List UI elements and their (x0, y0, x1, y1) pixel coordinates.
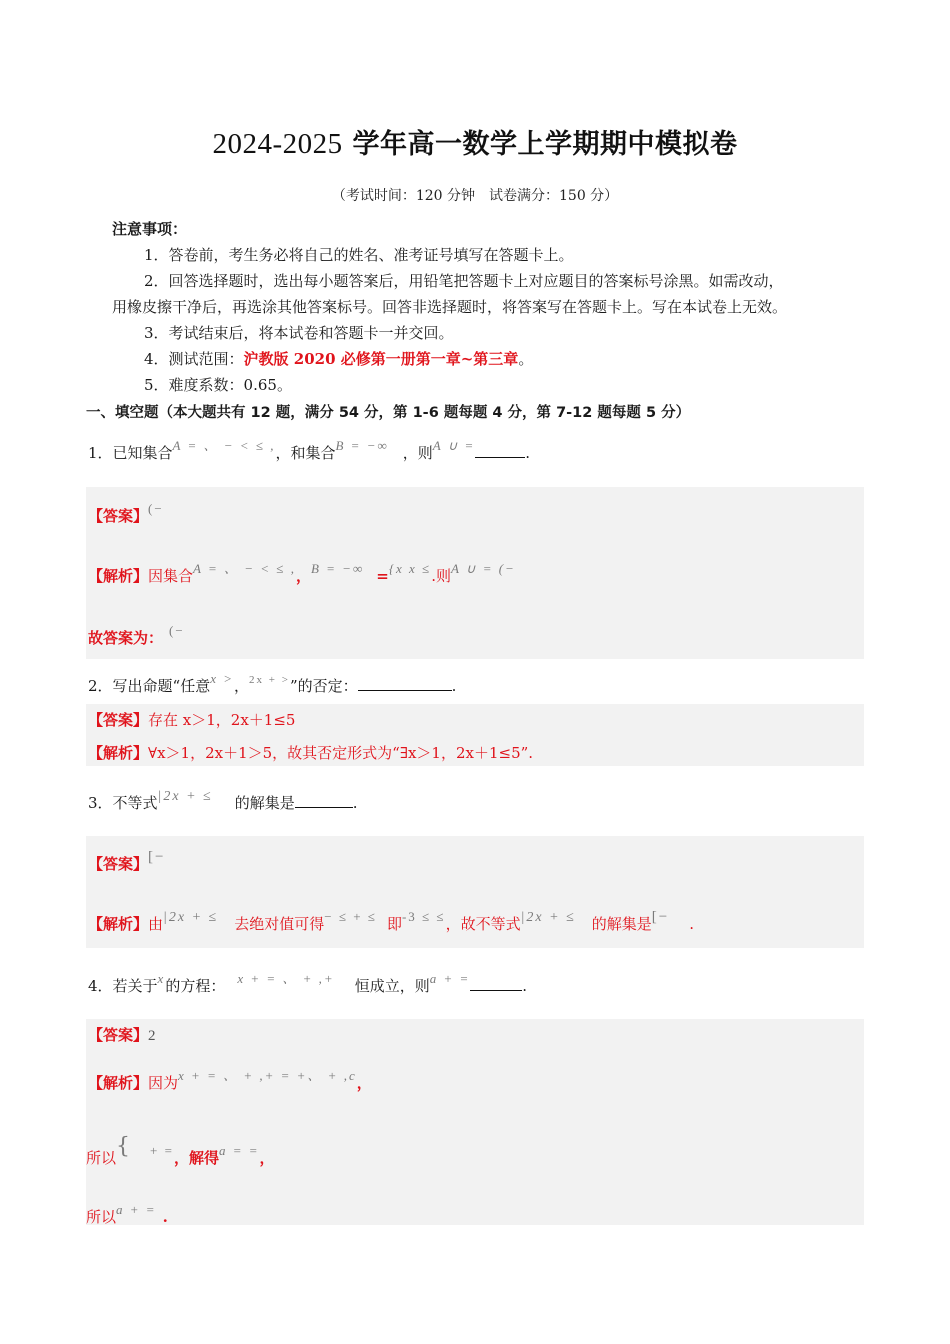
question-2: 2．写出命题“任意x >，$^{2x + >}$”的否定： . (88, 671, 457, 695)
notice-item-1: 1．答卷前，考生务必将自己的姓名、准考证号填写在答题卡上。 (144, 246, 574, 264)
notice-item-5: 5．难度系数：0.65。 (144, 376, 292, 394)
notice-item-2: 2．回答选择题时，选出每小题答案后，用铅笔把答题卡上对应题目的答案标号涂黑。如需改动， (144, 272, 784, 290)
q4-text-mid: 的方程： (165, 977, 226, 995)
notice-item-4-tail: 。 (518, 350, 534, 368)
analysis-tag: 【解析】 (88, 1074, 149, 1092)
title-year: 2024-2025 (212, 128, 343, 160)
q4-text-mid2: 恒成立，则 (354, 977, 430, 995)
q4-so2-end: . (162, 1208, 168, 1226)
q1-final (88, 623, 185, 648)
q4-so1-mid: ，解得 (173, 1149, 219, 1167)
analysis-tag: 【解析】 (88, 567, 149, 585)
answer-tag: 【答案】 (88, 711, 149, 729)
q4-so1: 所以{ + =，解得a = =， (86, 1134, 275, 1167)
q1-analysis-eq: = (376, 567, 389, 585)
q1-text: 1．已知集合 (88, 444, 173, 462)
q1-analysis-text: 因集合 (148, 567, 194, 585)
q4-solution-box (86, 1019, 864, 1225)
q1-analysis-comma: ， (295, 567, 311, 585)
q1-analysis-then: .则 (431, 567, 451, 585)
q4-so2-math: a + = (116, 1202, 157, 1217)
answer-blank[interactable] (358, 676, 452, 691)
q4-so1-label: 所以 (86, 1149, 117, 1167)
q1-union: A ∪ = (432, 438, 476, 453)
q1-text-mid2: ，则 (402, 444, 433, 462)
answer-blank[interactable] (470, 976, 522, 991)
section-heading: 一、填空题（本大题共有 12 题，满分 54 分，第 1-6 题每题 4 分，第 7-12 题每题 5 分） (86, 405, 691, 421)
q4-var: x (157, 971, 166, 986)
q4-answer-value: 2 (148, 1028, 156, 1044)
q4-analysis-text: 因为 (148, 1074, 179, 1092)
q3-analysis-text4: ，故不等式 (445, 915, 521, 933)
answer-blank[interactable] (295, 793, 353, 808)
q3-suffix: 的解集是 (234, 794, 295, 812)
q2-suffix: ”的否定： (289, 677, 358, 695)
q3-analysis: 【解析】由|2x + ≤ 去绝对值可得− ≤ + ≤ 即-3 ≤ ≤，故不等式|2x + ≤ 的解集是[− . (88, 909, 695, 933)
q2-answer (88, 709, 295, 730)
q3-analysis-text5: 的解集是 (591, 915, 652, 933)
q3-answer-math: [− (148, 849, 166, 865)
analysis-tag: 【解析】 (88, 915, 149, 933)
q1-answer (88, 501, 164, 526)
q2-text: 2．写出命题“任意 (88, 677, 211, 695)
q3-analysis-math2: − ≤ + ≤ (324, 909, 377, 924)
q3-analysis-text1: 由 (148, 915, 164, 933)
answer-tag: 【答案】 (88, 1026, 149, 1044)
q4-answer (88, 1024, 156, 1045)
q4-sum: a + = (429, 971, 471, 986)
q1-analysis (88, 561, 516, 586)
q3-text: 3．不等式 (88, 794, 158, 812)
exam-info: （考试时间：120 分钟 试卷满分：150 分） (331, 188, 619, 204)
q3-analysis-text2: 去绝对值可得 (234, 915, 325, 933)
q3-inequality: |2x + ≤ (157, 789, 213, 804)
q2-math2: 2x + > (249, 674, 290, 686)
q3-answer (88, 849, 166, 874)
question-1: 1．已知集合A = 、 − < ≤ ,，和集合B = −∞ ，则A ∪ = . (88, 438, 531, 462)
q2-math1: x > (210, 671, 235, 686)
q3-analysis-text3: 即 (386, 915, 402, 933)
q2-analysis (88, 742, 533, 763)
test-scope: 沪教版 2020 必修第一册第一章~第三章 (243, 350, 519, 368)
q1-final-math: (− (169, 623, 185, 638)
notice-heading: 注意事项： (112, 220, 188, 238)
q1-set-b: B = −∞ (335, 438, 389, 453)
q1-set-a: A = 、 − < ≤ , (172, 438, 276, 453)
answer-tag: 【答案】 (88, 855, 149, 873)
q3-analysis-math5: [− (651, 909, 670, 925)
brace-icon: { (116, 1134, 131, 1159)
q4-so2 (86, 1202, 168, 1227)
analysis-tag: 【解析】 (88, 744, 149, 762)
q2-comma: ， (234, 677, 250, 695)
q1-analysis-math3: {x x ≤ (388, 561, 432, 576)
notice-item-2-cont: 用橡皮擦干净后，再选涂其他答案标号。回答非选择题时，将答案写在答题卡上。写在本试卷上无效。 (112, 298, 788, 316)
q1-answer-math: (− (148, 501, 164, 516)
q4-analysis-comma: ， (356, 1074, 372, 1092)
q4-analysis (88, 1068, 372, 1093)
notice-item-4 (144, 348, 533, 369)
q1-analysis-math2: B = −∞ (310, 561, 365, 576)
q2-answer-text: 存在 x＞1，2x＋1≤5 (148, 711, 296, 729)
q4-equation: x + = 、 + ,+ (237, 971, 335, 986)
answer-tag: 【答案】 (88, 507, 149, 525)
question-4: 4．若关于x的方程： x + = 、 + ,+ 恒成立，则a + = . (88, 971, 528, 995)
page-title (0, 122, 950, 161)
q4-so1-math2: a = = (218, 1143, 260, 1158)
q1-final-label: 故答案为： (88, 629, 164, 647)
q4-text: 4．若关于 (88, 977, 158, 995)
notice-item-3: 3．考试结束后，将本试卷和答题卡一并交回。 (144, 324, 454, 342)
q1-analysis-math4: A ∪ = (− (450, 561, 516, 576)
q3-analysis-math3: -3 ≤ ≤ (401, 909, 446, 924)
q1-text-mid: ，和集合 (275, 444, 336, 462)
q1-analysis-math1: A = 、 − < ≤ , (193, 561, 296, 576)
q4-so1-math: + = (150, 1143, 174, 1158)
title-text: 学年高一数学上学期期中模拟卷 (352, 129, 738, 160)
q3-analysis-math1: |2x + ≤ (163, 910, 219, 925)
q4-analysis-math: x + = 、 + ,+ = +、 + ,c (178, 1068, 357, 1083)
answer-blank[interactable] (475, 443, 525, 458)
notice-item-4-label: 4．测试范围： (144, 350, 244, 368)
q3-analysis-math4: |2x + ≤ (520, 910, 576, 925)
question-3: 3．不等式|2x + ≤ 的解集是 . (88, 789, 358, 812)
q4-so2-label: 所以 (86, 1208, 117, 1226)
q2-analysis-text: ∀x＞1，2x＋1＞5，故其否定形式为“∃x＞1，2x＋1≤5”. (148, 744, 534, 762)
